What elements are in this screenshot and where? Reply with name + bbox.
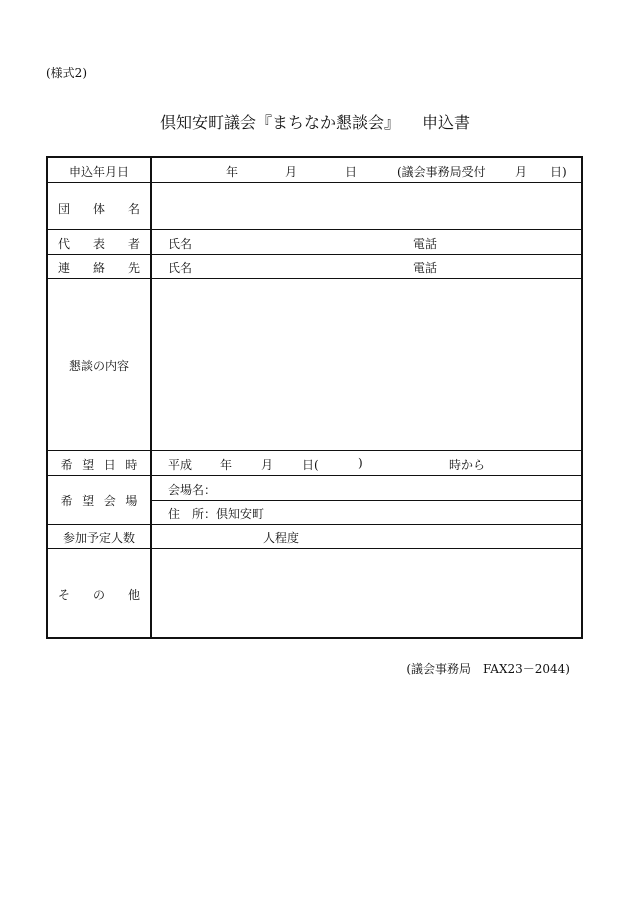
preferred-datetime-label: 希望日時 — [60, 458, 147, 472]
venue-address-label: 住 所：倶知安町 — [168, 507, 265, 521]
preferred-day-unit: 日( — [302, 458, 319, 472]
application-month-unit: 月 — [285, 165, 298, 179]
page-title — [0, 110, 630, 133]
row-divider — [48, 475, 581, 476]
application-year-unit: 年 — [226, 165, 239, 179]
row-divider — [48, 450, 581, 451]
organization-label: 団 体 名 — [57, 202, 150, 216]
participants-unit: 人程度 — [263, 531, 300, 545]
application-date-label: 申込年月日 — [68, 165, 129, 179]
row-divider — [48, 182, 581, 183]
weekday-close-paren: ) — [358, 456, 363, 470]
contact-label: 連 絡 先 — [57, 261, 150, 275]
preferred-month-unit: 月 — [261, 458, 274, 472]
receipt-day-unit: 日) — [550, 165, 567, 179]
fax-footer-note: (議会事務局 FAX23－2044) — [406, 662, 570, 676]
contact-name-label: 氏名 — [168, 261, 193, 275]
preferred-venue-label: 希望会場 — [60, 494, 147, 508]
row-divider — [48, 254, 581, 255]
row-divider — [48, 524, 581, 525]
other-label: そ の 他 — [57, 588, 150, 602]
representative-phone-label: 電話 — [413, 237, 438, 251]
venue-name-label: 会場名： — [168, 483, 217, 497]
venue-subrow-divider — [152, 500, 581, 501]
era-label: 平成 — [168, 458, 193, 472]
receipt-month-unit: 月 — [515, 165, 528, 179]
row-divider — [48, 548, 581, 549]
title-main: 倶知安町議会『まちなか懇談会』 — [159, 113, 400, 132]
receipt-note: (議会事務局受付 — [397, 165, 486, 179]
preferred-year-unit: 年 — [220, 458, 233, 472]
row-divider — [48, 278, 581, 279]
application-day-unit: 日 — [345, 165, 358, 179]
time-from-label: 時から — [449, 458, 486, 472]
form-number-label: (様式2) — [46, 66, 87, 80]
representative-name-label: 氏名 — [168, 237, 193, 251]
participants-label: 参加予定人数 — [62, 531, 135, 545]
row-divider — [48, 229, 581, 230]
title-suffix: 申込書 — [422, 113, 471, 132]
representative-label: 代 表 者 — [57, 237, 150, 251]
content-label: 懇談の内容 — [68, 359, 129, 373]
application-form-table — [46, 156, 583, 639]
contact-phone-label: 電話 — [413, 261, 438, 275]
